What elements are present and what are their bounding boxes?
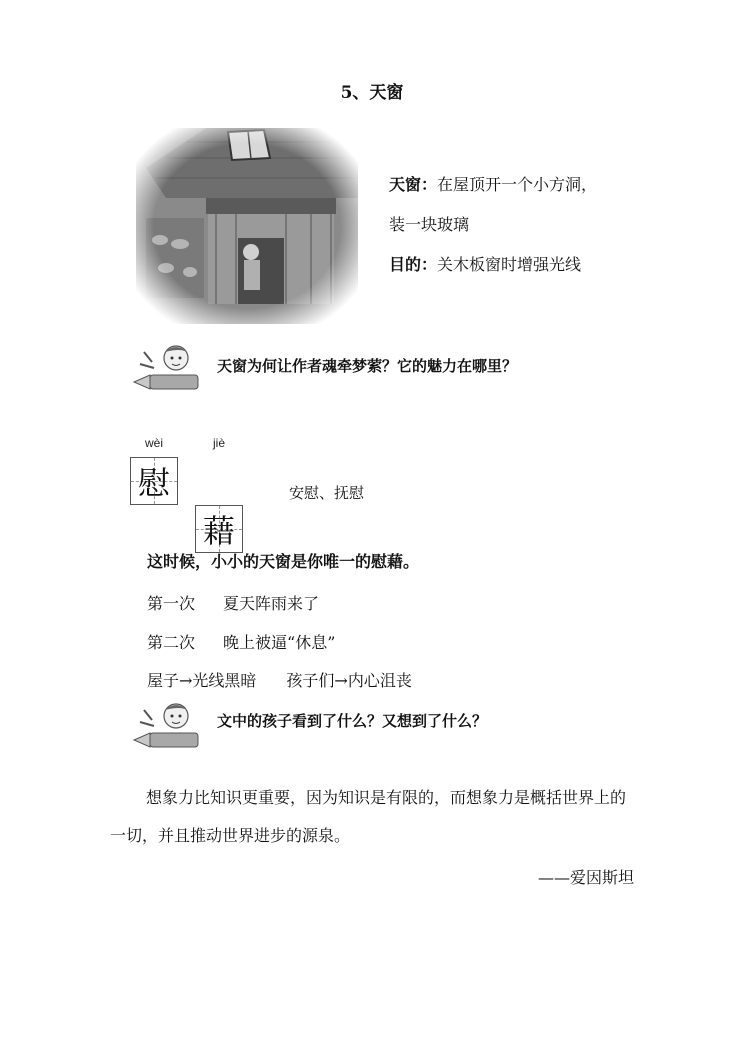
time-label-2: 第二次	[147, 633, 196, 652]
contrast-row	[147, 668, 412, 691]
contrast-left: 屋子→光线黑暗	[147, 671, 257, 690]
time-label-1: 第一次	[147, 594, 196, 613]
term-label: 天窗：	[389, 175, 438, 194]
question-1: 天窗为何让作者魂牵梦萦？它的魅力在哪里？	[217, 357, 518, 375]
definition-line-2: 装一块玻璃	[389, 215, 470, 234]
time-text-1: 夏天阵雨来了	[223, 594, 320, 613]
quote-paragraph: 想象力比知识更重要，因为知识是有限的，而想象力是概括世界上的一切，并且推动世界进步的源泉。	[110, 788, 627, 845]
pencil-mascot-icon	[132, 700, 204, 750]
pinyin-jie: jiè	[212, 436, 225, 450]
time-text-2: 晚上被逼“休息”	[223, 633, 336, 652]
char-wei: 慰	[137, 464, 170, 502]
pencil-mascot-icon	[132, 342, 204, 392]
char-jie: 藉	[202, 512, 235, 550]
purpose-line	[389, 252, 581, 275]
quote-author: ——爱因斯坦	[537, 868, 634, 887]
char-box-jie	[195, 505, 243, 553]
time-row-1	[147, 591, 319, 614]
time-row-2	[147, 630, 335, 653]
contrast-right: 孩子们→内心沮丧	[286, 671, 412, 690]
pinyin-wei: wèi	[144, 436, 163, 450]
purpose-text: 关木板窗时增强光线	[437, 255, 582, 274]
page-title: 5、天窗	[340, 83, 404, 103]
key-sentence: 这时候，小小的天窗是你唯一的慰藉。	[147, 552, 420, 571]
question-2: 文中的孩子看到了什么？又想到了什么？	[217, 712, 488, 730]
vocab-words: 安慰、抚慰	[289, 484, 365, 502]
room-skylight-illustration	[136, 128, 358, 324]
purpose-label: 目的：	[389, 255, 438, 274]
term-text-1: 在屋顶开一个小方洞，	[437, 175, 598, 194]
char-box-wei	[130, 457, 178, 505]
definition-line-1	[389, 172, 597, 195]
